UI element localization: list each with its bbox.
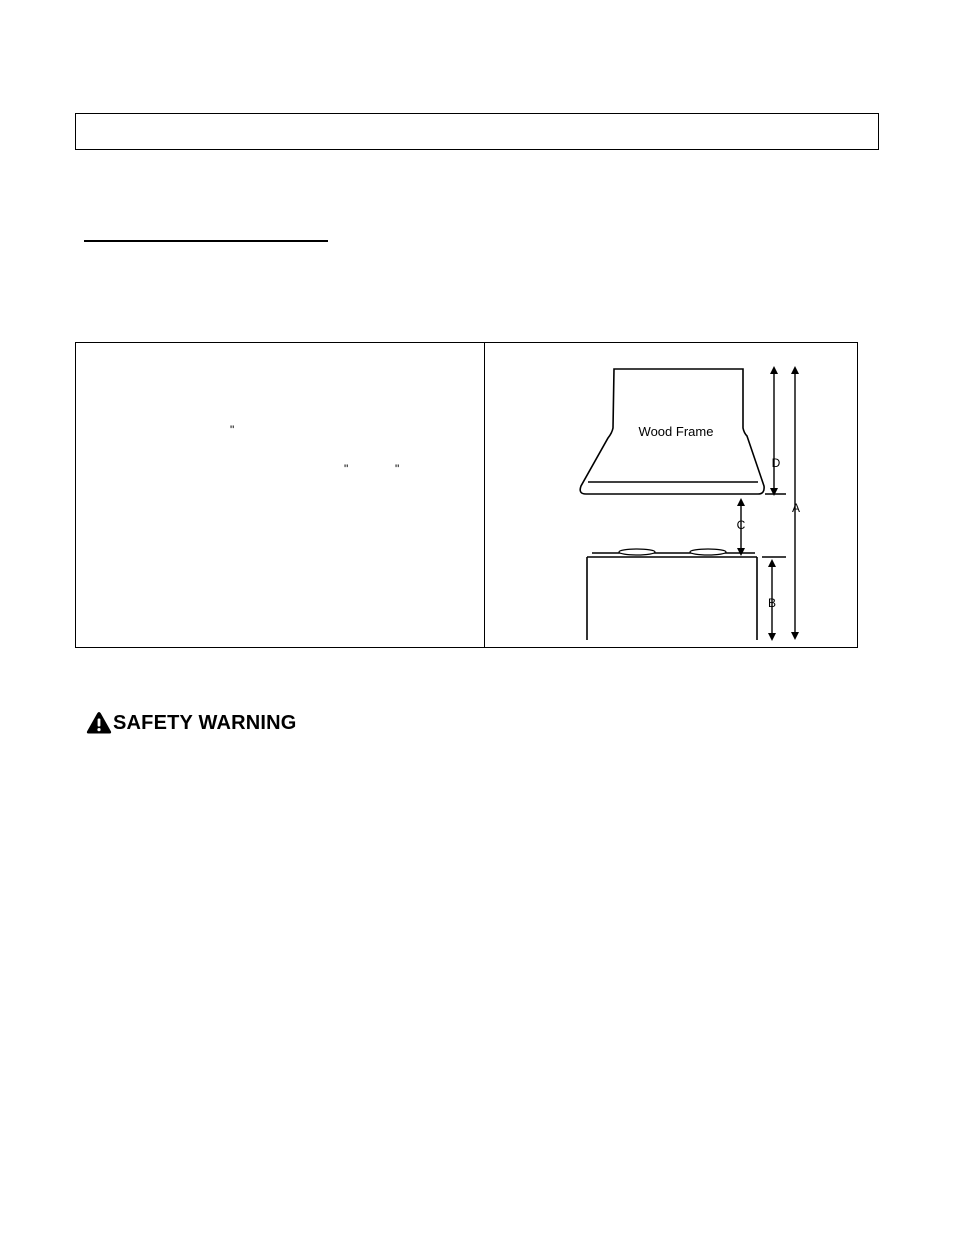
burner-icon [619,549,655,555]
table-divider [484,342,485,647]
dimension-d-label: D [771,456,781,470]
burner-icon [690,549,726,555]
warning-triangle-icon [86,711,112,735]
section-heading-underline [84,224,328,242]
cooking-range [587,549,757,640]
safety-warning-label: SAFETY WARNING [113,711,297,734]
dimension-a-label: A [791,501,801,515]
title-box [75,113,879,150]
inch-mark: " [395,462,400,476]
inch-mark: " [344,462,349,476]
range-hood-clearance-diagram [486,343,854,643]
inch-mark: " [230,423,235,437]
dimension-c-label: C [736,518,746,532]
dimension-b-label: B [767,596,777,610]
wood-frame-label: Wood Frame [638,424,714,439]
safety-warning-heading [86,711,297,735]
